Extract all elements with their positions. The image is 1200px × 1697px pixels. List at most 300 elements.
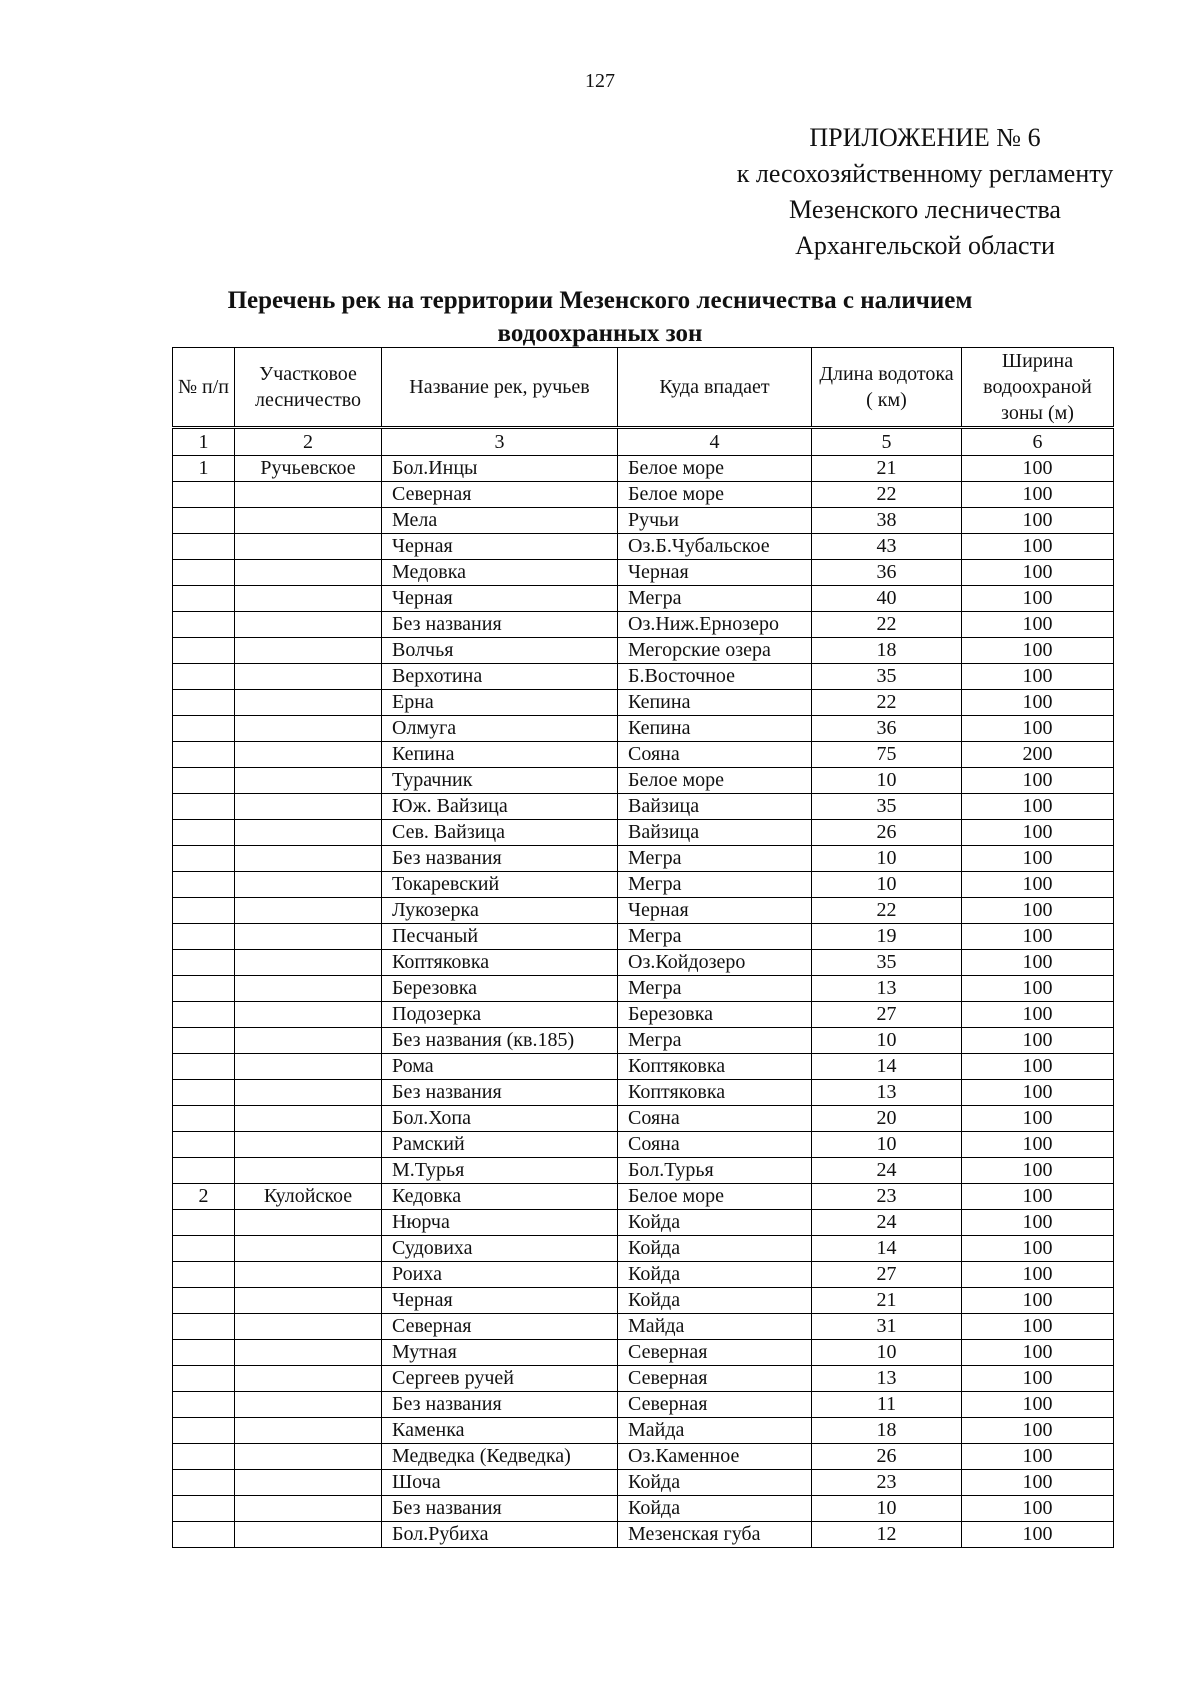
forestry-cell — [235, 846, 382, 872]
river-name-cell: Сергеев ручей — [382, 1366, 618, 1392]
length-cell: 22 — [812, 482, 962, 508]
length-cell: 13 — [812, 976, 962, 1002]
table-row — [173, 872, 1114, 898]
flows-into-cell: Койда — [618, 1496, 812, 1522]
forestry-cell — [235, 1106, 382, 1132]
flows-into-cell: Березовка — [618, 1002, 812, 1028]
forestry-cell — [235, 1314, 382, 1340]
river-name-cell: М.Турья — [382, 1158, 618, 1184]
row-number-cell — [173, 950, 235, 976]
river-name-cell: Черная — [382, 1288, 618, 1314]
forestry-cell — [235, 716, 382, 742]
flows-into-cell: Оз.Каменное — [618, 1444, 812, 1470]
forestry-cell — [235, 690, 382, 716]
length-cell: 38 — [812, 508, 962, 534]
table-row — [173, 560, 1114, 586]
flows-into-cell: Коптяковка — [618, 1080, 812, 1106]
flows-into-cell: Майда — [618, 1418, 812, 1444]
table-row — [173, 1288, 1114, 1314]
river-name-cell: Волчья — [382, 638, 618, 664]
flows-into-cell: Майда — [618, 1314, 812, 1340]
zone-width-cell: 100 — [962, 898, 1114, 924]
flows-into-cell: Оз.Койдозеро — [618, 950, 812, 976]
flows-into-cell: Черная — [618, 560, 812, 586]
zone-width-cell: 100 — [962, 1444, 1114, 1470]
zone-width-cell: 100 — [962, 690, 1114, 716]
zone-width-cell: 100 — [962, 768, 1114, 794]
table-row — [173, 1002, 1114, 1028]
column-number-row — [173, 428, 1114, 456]
row-number-cell — [173, 508, 235, 534]
forestry-cell: Ручьевское — [235, 456, 382, 482]
header-length: Длина водотока ( км) — [812, 348, 962, 428]
river-name-cell: Кепина — [382, 742, 618, 768]
table-row — [173, 1444, 1114, 1470]
zone-width-cell: 100 — [962, 1184, 1114, 1210]
length-cell: 27 — [812, 1002, 962, 1028]
zone-width-cell: 100 — [962, 560, 1114, 586]
river-name-cell: Лукозерка — [382, 898, 618, 924]
flows-into-cell: Оз.Б.Чубальское — [618, 534, 812, 560]
river-name-cell: Медведка (Кедведка) — [382, 1444, 618, 1470]
length-cell: 10 — [812, 768, 962, 794]
forestry-cell — [235, 950, 382, 976]
length-cell: 18 — [812, 1418, 962, 1444]
length-cell: 10 — [812, 1132, 962, 1158]
length-cell: 22 — [812, 898, 962, 924]
zone-width-cell: 100 — [962, 1002, 1114, 1028]
rivers-table — [172, 347, 1114, 1548]
table-row — [173, 1106, 1114, 1132]
row-number-cell — [173, 586, 235, 612]
length-cell: 10 — [812, 846, 962, 872]
row-number-cell — [173, 638, 235, 664]
forestry-cell — [235, 1418, 382, 1444]
zone-width-cell: 100 — [962, 508, 1114, 534]
river-name-cell: Северная — [382, 482, 618, 508]
river-name-cell: Верхотина — [382, 664, 618, 690]
row-number-cell — [173, 820, 235, 846]
table-row — [173, 1366, 1114, 1392]
row-number-cell — [173, 1314, 235, 1340]
forestry-cell — [235, 1132, 382, 1158]
row-number-cell — [173, 1496, 235, 1522]
length-cell: 26 — [812, 820, 962, 846]
length-cell: 10 — [812, 1496, 962, 1522]
flows-into-cell: Белое море — [618, 1184, 812, 1210]
length-cell: 27 — [812, 1262, 962, 1288]
length-cell: 10 — [812, 1028, 962, 1054]
zone-width-cell: 100 — [962, 1132, 1114, 1158]
row-number-cell: 1 — [173, 456, 235, 482]
river-name-cell: Мутная — [382, 1340, 618, 1366]
forestry-cell — [235, 872, 382, 898]
column-number: 4 — [618, 428, 812, 456]
zone-width-cell: 100 — [962, 1080, 1114, 1106]
row-number-cell — [173, 716, 235, 742]
table-row — [173, 456, 1114, 482]
table-row — [173, 690, 1114, 716]
row-number-cell — [173, 690, 235, 716]
zone-width-cell: 100 — [962, 1340, 1114, 1366]
row-number-cell — [173, 1002, 235, 1028]
zone-width-cell: 100 — [962, 716, 1114, 742]
zone-width-cell: 100 — [962, 1262, 1114, 1288]
river-name-cell: Северная — [382, 1314, 618, 1340]
forestry-cell — [235, 976, 382, 1002]
row-number-cell — [173, 898, 235, 924]
zone-width-cell: 100 — [962, 1028, 1114, 1054]
zone-width-cell: 100 — [962, 482, 1114, 508]
flows-into-cell: Бол.Турья — [618, 1158, 812, 1184]
forestry-cell — [235, 508, 382, 534]
table-row — [173, 976, 1114, 1002]
column-number: 2 — [235, 428, 382, 456]
flows-into-cell: Вайзица — [618, 820, 812, 846]
row-number-cell — [173, 1210, 235, 1236]
length-cell: 22 — [812, 612, 962, 638]
flows-into-cell: Белое море — [618, 768, 812, 794]
length-cell: 14 — [812, 1236, 962, 1262]
row-number-cell — [173, 1236, 235, 1262]
row-number-cell — [173, 976, 235, 1002]
zone-width-cell: 100 — [962, 1366, 1114, 1392]
document-title: Перечень рек на территории Мезенского лесничества с наличием водоохранных зон — [227, 287, 973, 347]
row-number-cell — [173, 1418, 235, 1444]
table-row — [173, 1470, 1114, 1496]
river-name-cell: Сев. Вайзица — [382, 820, 618, 846]
table-row — [173, 1522, 1114, 1548]
forestry-cell — [235, 768, 382, 794]
length-cell: 19 — [812, 924, 962, 950]
table-row — [173, 1496, 1114, 1522]
length-cell: 43 — [812, 534, 962, 560]
river-name-cell: Шоча — [382, 1470, 618, 1496]
length-cell: 13 — [812, 1080, 962, 1106]
length-cell: 14 — [812, 1054, 962, 1080]
length-cell: 10 — [812, 1340, 962, 1366]
flows-into-cell: Койда — [618, 1288, 812, 1314]
table-header-row — [173, 348, 1114, 428]
river-name-cell: Рома — [382, 1054, 618, 1080]
table-row — [173, 898, 1114, 924]
zone-width-cell: 100 — [962, 1054, 1114, 1080]
table-row — [173, 1184, 1114, 1210]
table-row — [173, 1418, 1114, 1444]
flows-into-cell: Белое море — [618, 482, 812, 508]
length-cell: 10 — [812, 872, 962, 898]
flows-into-cell: Мегра — [618, 924, 812, 950]
flows-into-cell: Мегра — [618, 586, 812, 612]
flows-into-cell: Сояна — [618, 1106, 812, 1132]
river-name-cell: Бол.Хопа — [382, 1106, 618, 1132]
river-name-cell: Без названия — [382, 846, 618, 872]
row-number-cell — [173, 1444, 235, 1470]
forestry-cell — [235, 1028, 382, 1054]
flows-into-cell: Оз.Ниж.Ернозеро — [618, 612, 812, 638]
river-name-cell: Олмуга — [382, 716, 618, 742]
row-number-cell — [173, 1080, 235, 1106]
table-row — [173, 1392, 1114, 1418]
row-number-cell — [173, 1340, 235, 1366]
river-name-cell: Песчаный — [382, 924, 618, 950]
zone-width-cell: 100 — [962, 612, 1114, 638]
table-row — [173, 820, 1114, 846]
length-cell: 24 — [812, 1158, 962, 1184]
row-number-cell — [173, 768, 235, 794]
river-name-cell: Нюрча — [382, 1210, 618, 1236]
zone-width-cell: 100 — [962, 1522, 1114, 1548]
header-forestry: Участковое лесничество — [235, 348, 382, 428]
zone-width-cell: 100 — [962, 638, 1114, 664]
river-name-cell: Мела — [382, 508, 618, 534]
forestry-cell — [235, 1262, 382, 1288]
row-number-cell — [173, 1288, 235, 1314]
river-name-cell: Токаревский — [382, 872, 618, 898]
column-number: 6 — [962, 428, 1114, 456]
page-number: 127 — [585, 70, 615, 92]
river-name-cell: Бол.Рубиха — [382, 1522, 618, 1548]
forestry-cell — [235, 664, 382, 690]
zone-width-cell: 100 — [962, 1496, 1114, 1522]
table-row — [173, 638, 1114, 664]
row-number-cell — [173, 482, 235, 508]
forestry-cell — [235, 1366, 382, 1392]
forestry-cell — [235, 560, 382, 586]
flows-into-cell: Б.Восточное — [618, 664, 812, 690]
flows-into-cell: Мегра — [618, 1028, 812, 1054]
appendix-line-3: Мезенского лесничества — [789, 195, 1061, 224]
row-number-cell — [173, 1470, 235, 1496]
length-cell: 12 — [812, 1522, 962, 1548]
river-name-cell: Березовка — [382, 976, 618, 1002]
row-number-cell: 2 — [173, 1184, 235, 1210]
table-row — [173, 534, 1114, 560]
flows-into-cell: Вайзица — [618, 794, 812, 820]
flows-into-cell: Койда — [618, 1262, 812, 1288]
row-number-cell — [173, 664, 235, 690]
river-name-cell: Рамский — [382, 1132, 618, 1158]
river-name-cell: Коптяковка — [382, 950, 618, 976]
length-cell: 31 — [812, 1314, 962, 1340]
length-cell: 36 — [812, 560, 962, 586]
river-name-cell: Бол.Инцы — [382, 456, 618, 482]
table-body — [173, 456, 1114, 1548]
table-row — [173, 1314, 1114, 1340]
appendix-heading — [690, 120, 1160, 264]
table-row — [173, 1210, 1114, 1236]
zone-width-cell: 100 — [962, 1392, 1114, 1418]
flows-into-cell: Мегра — [618, 846, 812, 872]
length-cell: 75 — [812, 742, 962, 768]
header-river-name: Название рек, ручьев — [382, 348, 618, 428]
flows-into-cell: Мегорские озера — [618, 638, 812, 664]
forestry-cell — [235, 1080, 382, 1106]
zone-width-cell: 100 — [962, 1314, 1114, 1340]
flows-into-cell: Койда — [618, 1210, 812, 1236]
zone-width-cell: 100 — [962, 1470, 1114, 1496]
forestry-cell — [235, 612, 382, 638]
table-row — [173, 716, 1114, 742]
table-row — [173, 794, 1114, 820]
table-row — [173, 1262, 1114, 1288]
length-cell: 21 — [812, 456, 962, 482]
row-number-cell — [173, 742, 235, 768]
table-row — [173, 950, 1114, 976]
row-number-cell — [173, 1158, 235, 1184]
river-name-cell: Турачник — [382, 768, 618, 794]
column-number: 5 — [812, 428, 962, 456]
forestry-cell — [235, 1444, 382, 1470]
forestry-cell — [235, 794, 382, 820]
row-number-cell — [173, 846, 235, 872]
flows-into-cell: Кепина — [618, 690, 812, 716]
forestry-cell — [235, 1236, 382, 1262]
zone-width-cell: 100 — [962, 586, 1114, 612]
row-number-cell — [173, 1054, 235, 1080]
zone-width-cell: 100 — [962, 950, 1114, 976]
row-number-cell — [173, 924, 235, 950]
length-cell: 40 — [812, 586, 962, 612]
zone-width-cell: 100 — [962, 1106, 1114, 1132]
appendix-line-4: Архангельской области — [795, 231, 1055, 260]
flows-into-cell: Коптяковка — [618, 1054, 812, 1080]
flows-into-cell: Северная — [618, 1392, 812, 1418]
forestry-cell — [235, 1340, 382, 1366]
row-number-cell — [173, 794, 235, 820]
forestry-cell — [235, 898, 382, 924]
forestry-cell — [235, 1496, 382, 1522]
forestry-cell — [235, 924, 382, 950]
flows-into-cell: Койда — [618, 1470, 812, 1496]
flows-into-cell: Ручьи — [618, 508, 812, 534]
zone-width-cell: 100 — [962, 664, 1114, 690]
length-cell: 22 — [812, 690, 962, 716]
header-flows-into: Куда впадает — [618, 348, 812, 428]
length-cell: 35 — [812, 664, 962, 690]
forestry-cell — [235, 1054, 382, 1080]
header-zone-width: Ширина водоохраной зоны (м) — [962, 348, 1114, 428]
river-name-cell: Черная — [382, 534, 618, 560]
river-name-cell: Без названия — [382, 1392, 618, 1418]
flows-into-cell: Сояна — [618, 742, 812, 768]
table-row — [173, 924, 1114, 950]
row-number-cell — [173, 872, 235, 898]
row-number-cell — [173, 1392, 235, 1418]
appendix-line-2: к лесохозяйственному регламенту — [736, 159, 1114, 188]
forestry-cell — [235, 482, 382, 508]
length-cell: 21 — [812, 1288, 962, 1314]
forestry-cell — [235, 1392, 382, 1418]
length-cell: 36 — [812, 716, 962, 742]
forestry-cell — [235, 638, 382, 664]
flows-into-cell: Черная — [618, 898, 812, 924]
zone-width-cell: 100 — [962, 1288, 1114, 1314]
length-cell: 23 — [812, 1470, 962, 1496]
river-name-cell: Ерна — [382, 690, 618, 716]
forestry-cell — [235, 1210, 382, 1236]
zone-width-cell: 100 — [962, 976, 1114, 1002]
zone-width-cell: 100 — [962, 1158, 1114, 1184]
table-row — [173, 1080, 1114, 1106]
zone-width-cell: 100 — [962, 534, 1114, 560]
row-number-cell — [173, 1028, 235, 1054]
river-name-cell: Каменка — [382, 1418, 618, 1444]
length-cell: 35 — [812, 950, 962, 976]
flows-into-cell: Северная — [618, 1340, 812, 1366]
flows-into-cell: Койда — [618, 1236, 812, 1262]
flows-into-cell: Мезенская губа — [618, 1522, 812, 1548]
zone-width-cell: 100 — [962, 872, 1114, 898]
table-row — [173, 1132, 1114, 1158]
forestry-cell — [235, 1470, 382, 1496]
table-row — [173, 768, 1114, 794]
forestry-cell — [235, 1522, 382, 1548]
table-row — [173, 482, 1114, 508]
zone-width-cell: 100 — [962, 1418, 1114, 1444]
table-row — [173, 1054, 1114, 1080]
river-name-cell: Подозерка — [382, 1002, 618, 1028]
zone-width-cell: 100 — [962, 794, 1114, 820]
forestry-cell — [235, 1002, 382, 1028]
length-cell: 11 — [812, 1392, 962, 1418]
length-cell: 26 — [812, 1444, 962, 1470]
forestry-cell — [235, 1288, 382, 1314]
length-cell: 24 — [812, 1210, 962, 1236]
table-row — [173, 1236, 1114, 1262]
row-number-cell — [173, 1106, 235, 1132]
length-cell: 20 — [812, 1106, 962, 1132]
zone-width-cell: 100 — [962, 1236, 1114, 1262]
river-name-cell: Без названия — [382, 612, 618, 638]
table-row — [173, 1028, 1114, 1054]
flows-into-cell: Мегра — [618, 976, 812, 1002]
zone-width-cell: 100 — [962, 1210, 1114, 1236]
table-row — [173, 1158, 1114, 1184]
table-row — [173, 612, 1114, 638]
table-row — [173, 846, 1114, 872]
table-row — [173, 586, 1114, 612]
river-name-cell: Без названия (кв.185) — [382, 1028, 618, 1054]
row-number-cell — [173, 1262, 235, 1288]
zone-width-cell: 100 — [962, 924, 1114, 950]
rivers-table-container — [172, 347, 1114, 1548]
forestry-cell — [235, 586, 382, 612]
row-number-cell — [173, 1522, 235, 1548]
table-row — [173, 508, 1114, 534]
zone-width-cell: 100 — [962, 820, 1114, 846]
column-number: 1 — [173, 428, 235, 456]
row-number-cell — [173, 560, 235, 586]
length-cell: 18 — [812, 638, 962, 664]
river-name-cell: Кедовка — [382, 1184, 618, 1210]
river-name-cell: Роиха — [382, 1262, 618, 1288]
river-name-cell: Судовиха — [382, 1236, 618, 1262]
forestry-cell — [235, 742, 382, 768]
flows-into-cell: Белое море — [618, 456, 812, 482]
flows-into-cell: Северная — [618, 1366, 812, 1392]
appendix-line-1: ПРИЛОЖЕНИЕ № 6 — [809, 123, 1041, 152]
zone-width-cell: 100 — [962, 846, 1114, 872]
flows-into-cell: Мегра — [618, 872, 812, 898]
row-number-cell — [173, 612, 235, 638]
length-cell: 13 — [812, 1366, 962, 1392]
flows-into-cell: Кепина — [618, 716, 812, 742]
forestry-cell: Кулойское — [235, 1184, 382, 1210]
forestry-cell — [235, 820, 382, 846]
zone-width-cell: 200 — [962, 742, 1114, 768]
zone-width-cell: 100 — [962, 456, 1114, 482]
